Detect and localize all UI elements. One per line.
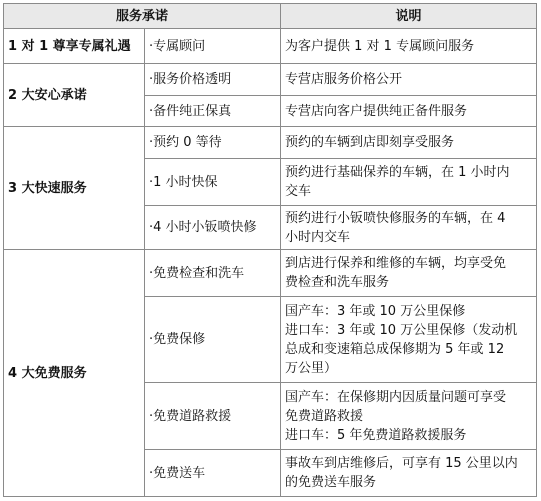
item-free-road-rescue: ·免费道路救援 bbox=[144, 382, 281, 450]
desc-line: 事故车到店维修后，可享有 15 公里以内 bbox=[285, 456, 518, 471]
item-free-check-wash: ·免费检查和洗车 bbox=[144, 249, 281, 297]
desc-transparent-price bbox=[280, 63, 537, 96]
item-free-warranty: ·免费保修 bbox=[144, 296, 281, 383]
item-four-hour-repair: ·4 小时小钣喷快修 bbox=[144, 205, 281, 250]
desc-line: 的免费送车服务 bbox=[285, 475, 377, 490]
desc-line: 预约进行基础保养的车辆，在 1 小时内 bbox=[285, 165, 510, 180]
desc-line: 国产车：在保修期内因质量问题可享受 bbox=[285, 389, 507, 405]
service-promise-table bbox=[3, 3, 537, 497]
item-one-hour-service: ·1 小时快保 bbox=[144, 158, 281, 206]
desc-line: 免费道路救援 bbox=[285, 408, 364, 424]
desc-genuine-parts bbox=[280, 95, 537, 127]
desc-free-check-wash bbox=[280, 249, 537, 297]
desc-line: 国产车：3 年或 10 万公里保修 bbox=[285, 303, 466, 319]
item-transparent-price: ·服务价格透明 bbox=[144, 63, 281, 96]
desc-line: 进口车：3 年或 10 万公里保修（发动机 bbox=[285, 322, 518, 338]
desc-line: 交车 bbox=[285, 184, 312, 199]
desc-line: 费检查和洗车服务 bbox=[285, 275, 390, 290]
desc-exclusive-advisor bbox=[280, 28, 537, 64]
header-service-promise: 服务承诺 bbox=[3, 3, 281, 29]
desc-line: 预约的车辆到店即刻享受服务 bbox=[285, 135, 455, 150]
category-3: 3 大快速服务 bbox=[3, 126, 145, 250]
desc-line: 进口车：5 年免费道路救援服务 bbox=[285, 427, 467, 443]
desc-one-hour-service bbox=[280, 158, 537, 206]
category-4: 4 大免费服务 bbox=[3, 249, 145, 497]
desc-free-delivery bbox=[280, 449, 537, 497]
item-exclusive-advisor: ·专属顾问 bbox=[144, 28, 281, 64]
desc-line: 到店进行保养和维修的车辆，均享受免 bbox=[285, 256, 507, 271]
category-1: 1 对 1 尊享专属礼遇 bbox=[3, 28, 145, 64]
desc-line: 小时内交车 bbox=[285, 229, 351, 245]
desc-line: 专营店向客户提供纯正备件服务 bbox=[285, 103, 468, 119]
item-free-delivery: ·免费送车 bbox=[144, 449, 281, 497]
desc-zero-wait bbox=[280, 126, 537, 159]
desc-four-hour-repair bbox=[280, 205, 537, 250]
category-2: 2 大安心承诺 bbox=[3, 63, 145, 127]
desc-line: 为客户提供 1 对 1 专属顾问服务 bbox=[285, 38, 475, 54]
header-description: 说明 bbox=[280, 3, 537, 29]
desc-line: 万公里） bbox=[285, 360, 338, 376]
item-genuine-parts: ·备件纯正保真 bbox=[144, 95, 281, 127]
desc-line: 总成和变速箱总成保修期为 5 年或 12 bbox=[285, 341, 505, 357]
desc-line: 预约进行小钣喷快修服务的车辆，在 4 bbox=[285, 210, 506, 226]
desc-free-road-rescue bbox=[280, 382, 537, 450]
desc-free-warranty bbox=[280, 296, 537, 383]
desc-line: 专营店服务价格公开 bbox=[285, 72, 403, 87]
item-zero-wait: ·预约 0 等待 bbox=[144, 126, 281, 159]
